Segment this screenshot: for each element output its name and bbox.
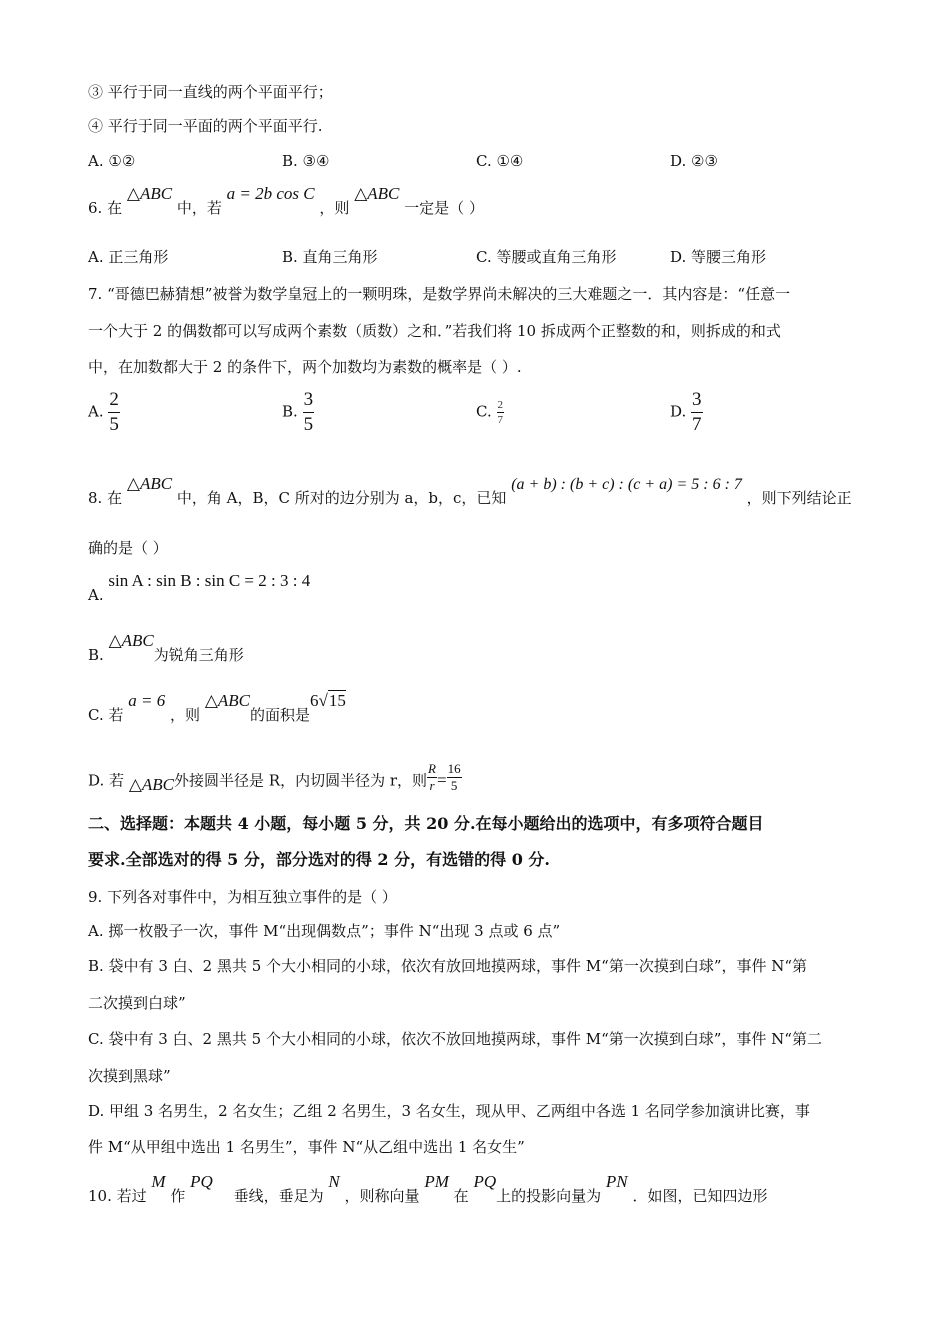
q8-area-value: 6√15 — [310, 691, 346, 710]
q8-option-c: C. 若 a = 6 ，则 △ABC的面积是6√15 — [88, 691, 346, 724]
q7-stem-line2: 一个大于 2 的偶数都可以写成两个素数（质数）之和．”若我们将 10 拆成两个正整数的和，则拆成的和式 — [88, 322, 781, 340]
q6-option-d: D. 等腰三角形 — [670, 248, 767, 266]
q9-option-d-line2: 件 M“从甲组中选出 1 名男生”，事件 N“从乙组中选出 1 名女生” — [88, 1138, 525, 1156]
q8-stem-line1: 8. 在 △ABC 中，角 A，B，C 所对的边分别为 a，b，c，已知 (a + b) : (b + c) : (c + a) = 5 : 6 : 7 ，则下列结论正 — [88, 474, 852, 507]
q8-option-b: B. △ABC为锐角三角形 — [88, 631, 244, 664]
q6-option-c: C. 等腰或直角三角形 — [476, 248, 617, 266]
vector-pq: PQ — [473, 1172, 497, 1191]
q9-option-b-line1: B. 袋中有 3 白、2 黑共 5 个大小相同的小球，依次有放回地摸两球，事件 M“第一次摸到白球”，事件 N“第 — [88, 957, 808, 975]
q5-option-a: A. ①② — [88, 152, 136, 170]
q9-option-d-line1: D. 甲组 3 名男生，2 名女生；乙组 2 名男生，3 名女生，现从甲、乙两组中各选 1 名同学参加演讲比赛，事 — [88, 1102, 810, 1120]
triangle-abc: △ABC — [354, 184, 400, 203]
q9-option-c-line2: 次摸到黑球” — [88, 1067, 171, 1085]
triangle-abc: △ABC — [128, 774, 174, 794]
q9-option-c-line1: C. 袋中有 3 白、2 黑共 5 个大小相同的小球，依次不放回地摸两球，事件 M“第一次摸到白球”，事件 N“第二 — [88, 1030, 822, 1048]
triangle-abc: △ABC — [126, 184, 173, 203]
vector-pm: PM — [424, 1172, 449, 1191]
triangle-abc: △ABC — [108, 631, 154, 650]
q8-sine-ratio: sin A : sin B : sin C = 2 : 3 : 4 — [108, 571, 311, 590]
q8-option-d: D. 若 △ABC外接圆半径是 R，内切圆半径为 r，则 $\frac{R}{r}$ = $\frac{16}{5}$ — [88, 761, 461, 794]
q9-option-a: A. 掷一枚骰子一次，事件 M“出现偶数点”；事件 N“出现 3 点或 6 点” — [88, 922, 561, 940]
statement-3: ③ 平行于同一直线的两个平面平行； — [88, 83, 333, 101]
statement-4: ④ 平行于同一平面的两个平面平行. — [88, 117, 323, 135]
triangle-abc: △ABC — [204, 691, 251, 710]
section2-heading-line2: 要求.全部选对的得 5 分，部分选对的得 2 分，有选错的得 0 分. — [88, 850, 550, 869]
q10-stem: 10. 若过 M 作 PQ 垂线，垂足为 N ，则称向量 PM 在 PQ上的投影向量为 PN ．如图，已知四边形 — [88, 1172, 768, 1205]
q5-option-c: C. ①④ — [476, 152, 524, 170]
q7-stem-line1: 7. “哥德巴赫猜想”被誉为数学皇冠上的一颗明珠，是数学界尚未解决的三大难题之一．其内容是：“任意一 — [88, 285, 791, 303]
q8-option-a: A. sin A : sin B : sin C = 2 : 3 : 4 — [88, 571, 311, 604]
q5-option-b: B. ③④ — [282, 152, 330, 170]
vector-pn: PN — [605, 1172, 628, 1191]
q7-option-d: D. $\frac{3}{7}$ — [670, 389, 702, 435]
q7-option-c: C. $\frac{2}{7}$ — [476, 399, 503, 426]
q8-ratio: (a + b) : (b + c) : (c + a) = 5 : 6 : 7 — [511, 476, 742, 493]
q7-option-b: B. $\frac{3}{5}$ — [282, 389, 314, 435]
triangle-abc: △ABC — [126, 474, 173, 493]
q7-stem-line3: 中，在加数都大于 2 的条件下，两个加数均为素数的概率是（ ）. — [88, 358, 522, 376]
q6-stem: 6. 在 △ABC 中，若 a = 2b cos C ，则 △ABC 一定是（ ） — [88, 184, 484, 217]
q6-option-a: A. 正三角形 — [88, 248, 169, 266]
section2-heading-line1: 二、选择题：本题共 4 小题，每小题 5 分，共 20 分.在每小题给出的选项中，有多项符合题目 — [88, 814, 764, 833]
q9-option-b-line2: 二次摸到白球” — [88, 994, 186, 1012]
q6-equation: a = 2b cos C — [226, 184, 315, 203]
q8-stem-line2: 确的是（ ） — [88, 539, 168, 557]
q5-option-d: D. ②③ — [670, 152, 718, 170]
q6-option-b: B. 直角三角形 — [282, 248, 378, 266]
q7-option-a: A. $\frac{2}{5}$ — [88, 389, 119, 435]
q9-stem: 9. 下列各对事件中，为相互独立事件的是（ ） — [88, 888, 397, 906]
